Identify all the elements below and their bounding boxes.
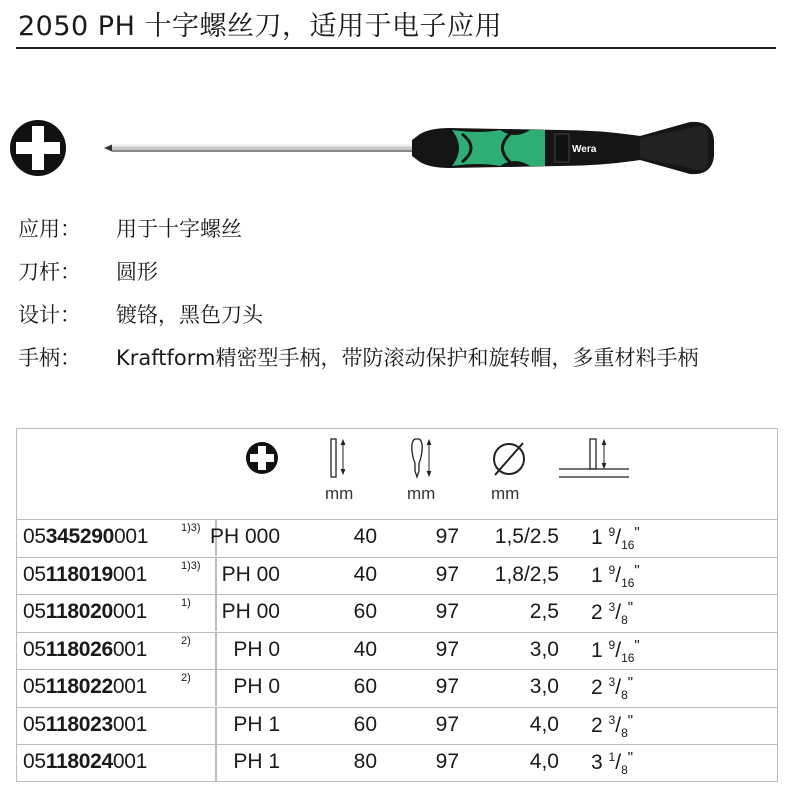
tip-size: PH 000: [209, 525, 280, 548]
total-length: 97: [435, 637, 459, 661]
blade-length-unit: mm: [325, 484, 354, 503]
screwdriver-shaft: [104, 144, 412, 152]
inch-length: 2 $^3/_8^"$: [591, 599, 634, 628]
property-list: [18, 214, 778, 374]
diameter: 1,5/2.5: [494, 525, 559, 548]
code-suffix: 001: [114, 525, 149, 548]
inch-length: 1 $^9/_{16}^"$: [591, 636, 640, 665]
inch-whole: 1: [591, 526, 603, 549]
property-value: 用于十字螺丝: [116, 217, 242, 241]
tip-size: PH 1: [233, 712, 280, 736]
inch-whole: 3: [591, 751, 603, 774]
blade-length: 80: [353, 750, 377, 773]
column-divider: [215, 632, 217, 669]
code-suffix: 001: [112, 675, 148, 698]
code-bold: 118026: [45, 637, 113, 661]
inch-denominator: 16: [621, 575, 635, 590]
diameter: 1,8/2,5: [494, 562, 559, 586]
property-value: 镀铬，黑色刀头: [116, 303, 263, 327]
inch-length-icon: [557, 437, 631, 481]
property-row-blade: [18, 257, 778, 288]
title-divider: [16, 47, 776, 49]
footnote-ref: 1)3): [181, 559, 201, 572]
blade-length: 60: [353, 712, 377, 736]
table-row: [17, 594, 777, 631]
inch-whole: 1: [591, 638, 603, 662]
table-row: [17, 744, 777, 781]
code-suffix: 001: [112, 712, 148, 736]
blade-length: 40: [353, 562, 377, 586]
column-divider: [215, 669, 217, 706]
inch-denominator: 8: [621, 763, 628, 778]
property-value: 圆形: [116, 260, 158, 284]
column-divider: [215, 707, 217, 744]
inch-denominator: 8: [621, 688, 628, 703]
footnote-ref: 2): [181, 634, 191, 647]
tip-size: PH 00: [221, 562, 280, 586]
blade-length: 60: [353, 600, 377, 623]
article-code: [23, 563, 147, 587]
total-length-unit: mm: [407, 484, 436, 503]
property-label: 设计：: [18, 303, 81, 327]
brand-logo-text: Wera: [572, 144, 597, 155]
code-bold: 118024: [45, 750, 113, 773]
code-prefix: 05: [23, 637, 46, 661]
footnote-ref: 2): [181, 672, 191, 684]
diameter: 2,5: [529, 600, 559, 623]
inch-whole: 2: [591, 601, 603, 624]
code-bold: 118020: [45, 600, 113, 623]
total-length: 97: [435, 675, 459, 698]
diameter-icon: [489, 439, 529, 479]
article-code: [23, 525, 148, 549]
inch-numerator: 1: [608, 750, 616, 764]
property-value: Kraftform精密型手柄，带防滚动保护和旋转帽，多重材料手柄: [116, 346, 699, 370]
page-title: 2050 PH 十字螺丝刀，适用于电子应用: [18, 11, 502, 42]
total-length: 97: [435, 600, 459, 623]
code-prefix: 05: [23, 750, 46, 773]
inch-length: 3 $^1/_8^"$: [591, 749, 634, 778]
inch-length: 1 $^9/_{16}^"$: [591, 524, 640, 553]
property-row-handle: [18, 343, 778, 374]
inch-length: 1 $^9/_{16}^"$: [591, 561, 640, 590]
article-code: [23, 713, 147, 737]
article-code: [23, 638, 147, 662]
column-divider: [215, 594, 217, 631]
total-length-icon: [409, 437, 435, 481]
inch-denominator: 8: [621, 613, 628, 628]
inch-denominator: 16: [621, 538, 635, 553]
inch-whole: 1: [591, 563, 603, 587]
code-bold: 118022: [45, 675, 113, 698]
table-header: [17, 429, 777, 519]
total-length: 97: [435, 712, 459, 736]
code-suffix: 001: [112, 562, 148, 586]
table-row: [17, 632, 777, 669]
column-divider: [215, 557, 217, 594]
total-length: 97: [435, 525, 459, 548]
blade-length: 40: [353, 525, 377, 548]
blade-length: 40: [353, 637, 377, 661]
table-row: [17, 519, 777, 556]
table-row: [17, 669, 777, 706]
code-bold: 345290: [45, 525, 115, 548]
footnote-ref: 1): [181, 597, 191, 609]
code-suffix: 001: [112, 750, 148, 773]
screwdriver-product-image: [0, 100, 800, 200]
article-code: [23, 600, 147, 624]
diameter: 3,0: [529, 637, 559, 661]
blade-length: 60: [353, 675, 377, 698]
code-bold: 118019: [45, 562, 113, 586]
inch-numerator: 9: [608, 637, 616, 652]
diameter-unit: mm: [491, 484, 520, 503]
code-prefix: 05: [23, 562, 46, 586]
inch-length: 2 $^3/_8^"$: [591, 711, 634, 740]
property-row-application: [18, 214, 778, 245]
tip-size: PH 00: [221, 600, 280, 623]
tip-size: PH 0: [233, 675, 280, 698]
inch-numerator: 9: [608, 562, 616, 577]
inch-length: 2 $^3/_8^"$: [591, 674, 634, 703]
table-row: [17, 707, 777, 744]
code-suffix: 001: [112, 637, 148, 661]
code-prefix: 05: [23, 675, 46, 698]
property-row-design: [18, 300, 778, 331]
inch-numerator: 3: [608, 712, 616, 727]
inch-whole: 2: [591, 676, 603, 699]
diameter: 4,0: [529, 750, 559, 773]
article-code: [23, 750, 147, 774]
footnote-ref: 1)3): [181, 522, 201, 534]
blade-length-icon: [329, 437, 351, 481]
inch-numerator: 9: [608, 525, 616, 539]
code-bold: 118023: [45, 712, 113, 736]
tip-size: PH 1: [233, 750, 280, 773]
inch-numerator: 3: [608, 675, 616, 689]
diameter: 3,0: [529, 675, 559, 698]
table-row: [17, 557, 777, 594]
total-length: 97: [435, 562, 459, 586]
screwdriver-handle: [412, 122, 714, 174]
diameter: 4,0: [529, 712, 559, 736]
code-prefix: 05: [23, 712, 46, 736]
phillips-tip-icon: [245, 441, 279, 475]
code-prefix: 05: [23, 600, 46, 623]
code-prefix: 05: [23, 525, 46, 548]
inch-whole: 2: [591, 713, 603, 737]
phillips-head-icon: [10, 120, 66, 176]
inch-denominator: 16: [621, 650, 635, 665]
total-length: 97: [435, 750, 459, 773]
article-code: [23, 675, 147, 699]
inch-numerator: 3: [608, 600, 616, 614]
tip-size: PH 0: [233, 637, 280, 661]
property-label: 手柄：: [18, 346, 81, 370]
code-suffix: 001: [112, 600, 148, 623]
inch-denominator: 8: [621, 725, 628, 740]
column-divider: [215, 744, 217, 781]
spec-table: [16, 428, 778, 782]
property-label: 应用：: [18, 217, 81, 241]
property-label: 刀杆：: [18, 260, 81, 284]
